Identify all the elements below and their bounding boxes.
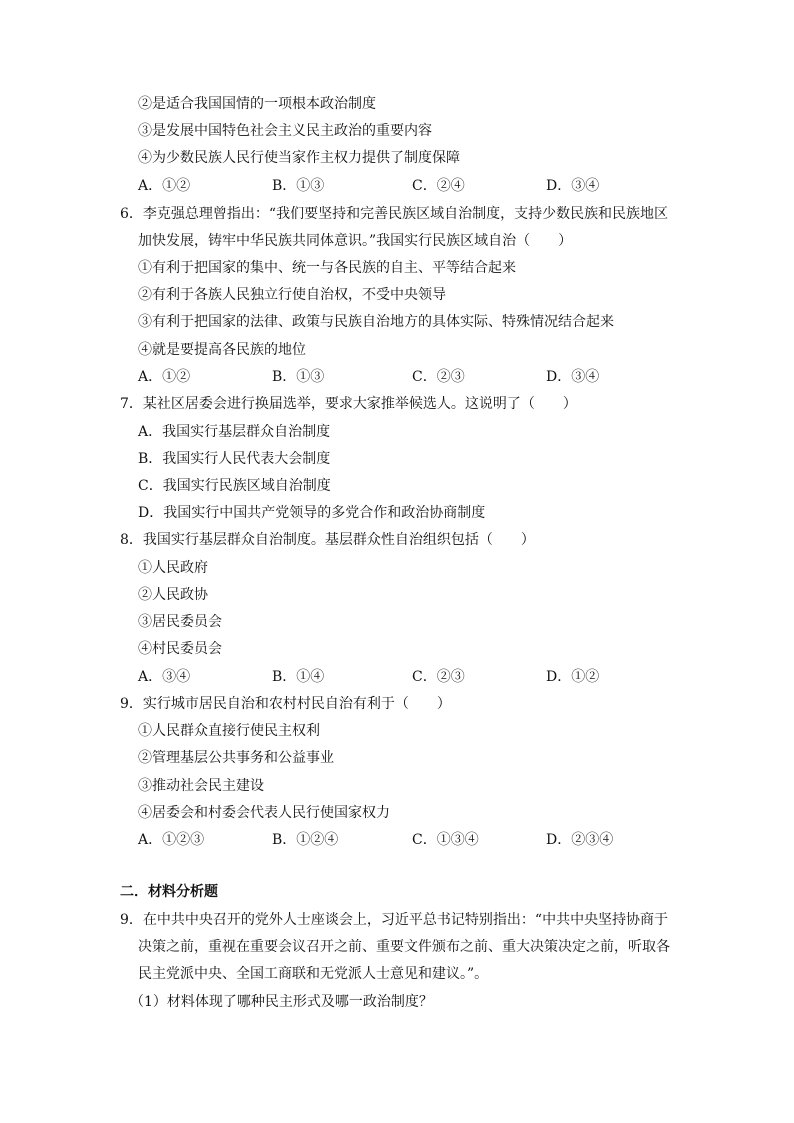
q7-option-a: A．我国实行基层群众自治制度 [138, 424, 331, 440]
q9-statement-1: ①人民群众直接行使民主权利 [138, 723, 320, 739]
q5-statement-4: ④为少数民族人民行使当家作主权力提供了制度保障 [138, 150, 460, 166]
q9-option-a: A．①②③ [138, 832, 205, 848]
q7-stem: 7．某社区居委会进行换届选举，要求大家推举候选人。这说明了（ ） [120, 396, 577, 412]
q9-option-b: B．①②④ [272, 832, 339, 848]
q7-option-d: D．我国实行中国共产党领导的多党合作和政治协商制度 [138, 505, 486, 521]
material-q9-line-2: 决策之前，重视在重要会议召开之前、重要文件颁布之前、重大决策决定之前，听取各 [138, 939, 670, 955]
q8-statement-1: ①人民政府 [138, 560, 208, 576]
material-q9-line-3: 民主党派中央、全国工商联和无党派人士意见和建议。”。 [138, 966, 489, 982]
q6-option-c: C．②③ [412, 369, 465, 385]
q7-option-c: C．我国实行民族区域自治制度 [138, 478, 331, 494]
q5-statement-3: ③是发展中国特色社会主义民主政治的重要内容 [138, 123, 432, 139]
q9-stem: 9．实行城市居民自治和农村村民自治有利于（ ） [120, 696, 451, 712]
q9-statement-3: ③推动社会民主建设 [138, 778, 264, 794]
q5-option-d: D．③④ [546, 178, 600, 194]
q9-option-d: D．②③④ [546, 832, 614, 848]
q8-option-b: B．①④ [272, 669, 325, 685]
q5-option-a: A．①② [138, 178, 191, 194]
q6-option-a: A．①② [138, 369, 191, 385]
q6-statement-3: ③有利于把国家的法律、政策与民族自治地方的具体实际、特殊情况结合起来 [138, 314, 614, 330]
q6-option-b: B．①③ [272, 369, 325, 385]
q8-option-a: A．③④ [138, 669, 191, 685]
section-title: 二．材料分析题 [120, 884, 218, 900]
q8-statement-2: ②人民政协 [138, 587, 208, 603]
q9-statement-2: ②管理基层公共事务和公益事业 [138, 750, 334, 766]
q5-option-c: C．②④ [412, 178, 465, 194]
q6-statement-2: ②有利于各族人民独立行使自治权，不受中央领导 [138, 287, 446, 303]
q6-statement-1: ①有利于把国家的集中、统一与各民族的自主、平等结合起来 [138, 260, 516, 276]
q9-statement-4: ④居委会和村委会代表人民行使国家权力 [138, 805, 390, 821]
q8-stem: 8．我国实行基层群众自治制度。基层群众性自治组织包括（ ） [120, 532, 535, 548]
q8-statement-4: ④村民委员会 [138, 641, 222, 657]
material-q9-sub-1: （1）材料体现了哪种民主形式及哪一政治制度？ [130, 994, 433, 1010]
q5-statement-2: ②是适合我国国情的一项根本政治制度 [138, 96, 376, 112]
q8-statement-3: ③居民委员会 [138, 614, 222, 630]
q6-option-d: D．③④ [546, 369, 600, 385]
q6-statement-4: ④就是要提高各民族的地位 [138, 342, 306, 358]
q5-option-b: B．①③ [272, 178, 325, 194]
q9-option-c: C．①③④ [412, 832, 479, 848]
material-q9-line-1: 9．在中共中央召开的党外人士座谈会上，习近平总书记特别指出：“中共中央坚持协商于 [120, 912, 669, 928]
q6-stem-line-1: 6．李克强总理曾指出：“我们要坚持和完善民族区域自治制度，支持少数民族和民族地区 [120, 206, 669, 222]
q7-option-b: B．我国实行人民代表大会制度 [138, 451, 331, 467]
q8-option-d: D．①② [546, 669, 600, 685]
q8-option-c: C．②③ [412, 669, 465, 685]
q6-stem-line-2: 加快发展，铸牢中华民族共同体意识。”我国实行民族区域自治（ ） [138, 233, 573, 249]
